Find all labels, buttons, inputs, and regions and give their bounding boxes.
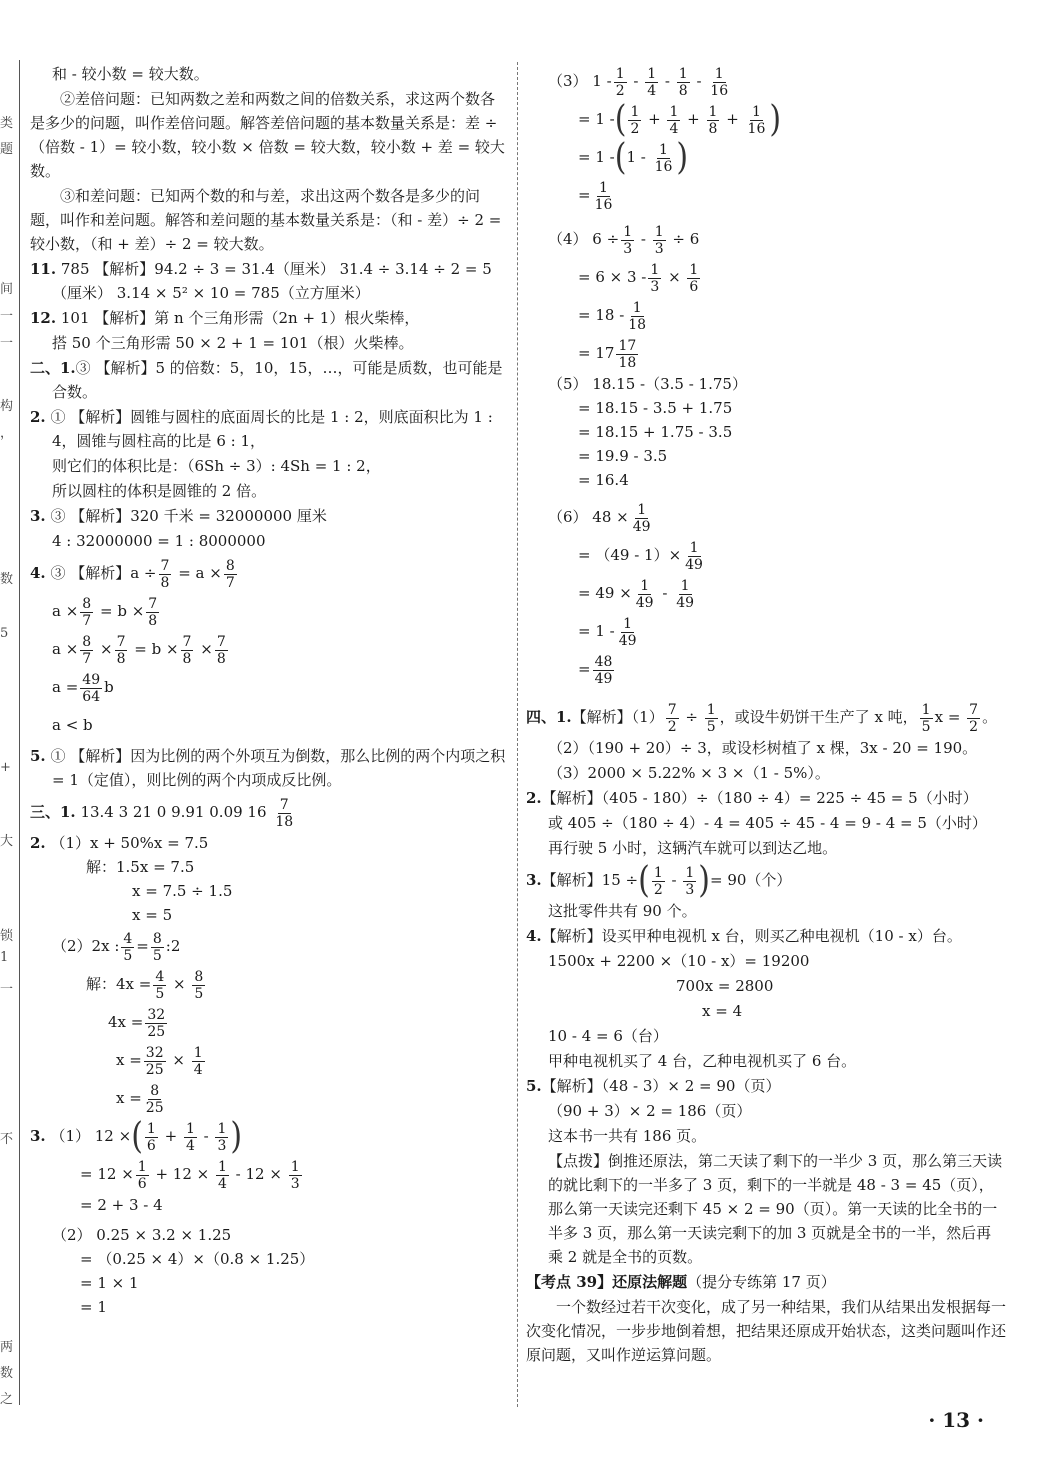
edge-glyph: 题 — [0, 142, 14, 157]
answer-text: 13.4 3 21 0 9.91 0.09 16 — [80, 803, 267, 821]
math-text: = 2 + 3 - 4 — [80, 1196, 163, 1214]
calc-3: （3） 1 - $\frac{1}{2}$ - $\frac{1}{4}$ - $\frac{1}{8}$ - $\frac{1}{16}$ = 1 -( $\frac{1}{2}$ + $\frac{1}{4}$ + $\frac{1}{8}$ + $\frac{1}{16}$ ) = 1 -(1 - $\frac{1}{16}$ ) = $\frac{1}{16}$ — [548, 65, 782, 213]
question-number: 2. — [30, 834, 46, 852]
math-text: = 18.15 - 3.5 + 1.75 — [578, 399, 733, 417]
math-text: = 1 - — [578, 148, 615, 166]
fraction: $\frac{1}{2}$ — [630, 103, 640, 137]
fraction: $\frac{1}{4}$ — [193, 1044, 203, 1078]
question-number: 三、1. — [30, 803, 76, 821]
fraction: $\frac{1}{6}$ — [146, 1120, 156, 1154]
math-text: （1）x + 50%x = 7.5 — [50, 834, 209, 852]
answer-text: ① 【解析】圆锥与圆柱的底面周长的比是 1 : 2，则底面积比为 1 : 4，圆锥与圆柱高的比是 6 : 1， — [50, 408, 493, 450]
fraction: $\frac{1}{49}$ — [635, 577, 654, 611]
math-text: = 18.15 + 1.75 - 3.5 — [578, 423, 733, 441]
question-12 — [30, 306, 508, 330]
section-3-q3: 3. （1） 12 ×( $\frac{1}{6}$ + $\frac{1}{4}$ - $\frac{1}{3}$ ) = 12 × $\frac{1}{6}$ + 12 × $\frac{1}{4}$ - 12 × $\frac{1}{3}$ — [30, 1115, 300, 1192]
math-text: = 49 × — [578, 584, 632, 602]
knowledge-point — [526, 1270, 1006, 1294]
section-2-q1 — [30, 356, 508, 404]
text-line: （2）（190 + 20）÷ 3，或设杉树植了 x 棵，3x - 20 = 190。 — [548, 739, 978, 757]
fraction: $\frac{1}{4}$ — [185, 1120, 195, 1154]
section-4-q5 — [526, 1074, 1006, 1098]
answer-text: 【解析】（405 - 180）÷（180 ÷ 4）= 225 ÷ 45 = 5（小时） — [541, 789, 978, 807]
fraction: $\frac{1}{6}$ — [137, 1158, 147, 1192]
fraction: $\frac{7}{8}$ — [216, 633, 226, 667]
text-line: x = 4 — [702, 1002, 743, 1020]
left-column — [30, 62, 508, 1319]
question-number: 4. — [526, 927, 542, 945]
math-text: a = — [52, 678, 79, 696]
fraction: $\frac{7}{8}$ — [148, 595, 158, 629]
text-line: （3）2000 × 5.22% × 3 ×（1 - 5%）。 — [548, 764, 830, 782]
math-text: :2 — [165, 937, 181, 955]
text-line: 再行驶 5 小时，这辆汽车就可以到达乙地。 — [548, 839, 838, 857]
fraction: $\frac{49}{64}$ — [82, 671, 101, 705]
fraction: $\frac{1}{5}$ — [706, 701, 716, 735]
math-text: x = 5 — [132, 906, 173, 924]
math-text: = 16.4 — [578, 471, 629, 489]
math-text: b — [104, 678, 114, 696]
fraction: $\frac{1}{3}$ — [290, 1158, 300, 1192]
page-number: · 13 · — [928, 1408, 984, 1432]
fraction: $\frac{8}{7}$ — [82, 633, 92, 667]
knowledge-point-ref: （提分专练第 17 页） — [687, 1273, 836, 1291]
math-text: （3） 1 - — [548, 72, 612, 90]
question-number: 3. — [30, 507, 46, 525]
section-3-q1 — [30, 793, 508, 831]
question-number: 12. — [30, 309, 57, 327]
edge-glyph: 1 — [0, 950, 9, 965]
math-text: = — [578, 660, 591, 678]
section-2-q4 — [30, 554, 508, 744]
math-text: = （49 - 1）× — [578, 546, 682, 564]
fraction: $\frac{1}{16}$ — [654, 141, 673, 175]
math-text: a × — [52, 640, 79, 658]
math-text: = 1 - — [578, 110, 615, 128]
fraction: $\frac{32}{25}$ — [145, 1044, 164, 1078]
math-text: = a × — [178, 564, 222, 582]
answer-text: 101 【解析】第 n 个三角形需（2n + 1）根火柴棒， — [60, 309, 420, 327]
edge-glyph: 不 — [0, 1132, 14, 1147]
math-text: × — [99, 640, 113, 658]
text-line: 这本书一共有 186 页。 — [548, 1127, 707, 1145]
fraction: $\frac{7}{2}$ — [969, 701, 979, 735]
calc-6: （6） 48 × $\frac{1}{49}$ = （49 - 1）× $\frac{1}{49}$ = 49 × $\frac{1}{49}$ - $\frac{1}{49}$ = 1 - $\frac{1}{49}$ = $\frac{48}{49}$ — [548, 501, 703, 687]
edge-glyph: 一 — [0, 982, 14, 997]
answer-text: 【解析】设买甲种电视机 x 台，则买乙种电视机（10 - x）台。 — [541, 927, 962, 945]
question-number: 二、1. — [30, 359, 76, 377]
answer-text: 【解析】（48 - 3）× 2 = 90（页） — [541, 1077, 781, 1095]
math-text: a × — [52, 602, 79, 620]
answer-text: ① 【解析】因为比例的两个外项互为倒数，那么比例的两个内项之积 = 1（定值），则比例的两个内项成反比例。 — [50, 747, 506, 789]
question-number: 11. — [30, 260, 57, 278]
math-text: x = — [116, 1051, 142, 1069]
section-4-q2 — [526, 786, 1006, 810]
text-paragraph: ③和差问题：已知两个数的和与差，求出这两个数各是多少的问题，叫作和差问题。解答和差问题的基本数量关系是：（和 - 差）÷ 2 = 较小数，（和 + 差）÷ 2 = 较大数。 — [30, 187, 502, 253]
fraction: $\frac{1}{49}$ — [632, 501, 651, 535]
fraction: $\frac{48}{49}$ — [594, 653, 613, 687]
text-line: 和 - 较小数 = 较大数。 — [52, 65, 209, 83]
question-number: 2. — [30, 408, 46, 426]
edge-glyph: 两 — [0, 1340, 14, 1355]
edge-glyph: 一 — [0, 309, 14, 324]
fraction: $\frac{1}{3}$ — [654, 223, 664, 257]
knowledge-point-title: 【考点 39】还原法解题 — [526, 1273, 688, 1291]
fraction: $\frac{1}{8}$ — [708, 103, 718, 137]
section-2-q3 — [30, 504, 508, 528]
right-column — [526, 62, 1006, 1368]
text-line: 所以圆柱的体积是圆锥的 2 倍。 — [52, 482, 267, 500]
text-line: 搭 50 个三角形需 50 × 2 + 1 = 101（根）火柴棒。 — [52, 334, 414, 352]
text-line: 或 405 ÷（180 ÷ 4）- 4 = 405 ÷ 45 - 4 = 9 - 4 = 5（小时） — [548, 814, 987, 832]
math-text: = 12 × — [80, 1165, 134, 1183]
edge-glyph: 构 — [0, 399, 14, 414]
question-number: 3. — [526, 871, 542, 889]
fraction: $\frac{1}{2}$ — [653, 864, 663, 898]
knowledge-point-body: 一个数经过若干次变化，成了另一种结果，我们从结果出发根据每一次变化情况，一步步地倒着想，把结果还原成开始状态，这类问题叫作还原问题，又叫作逆运算问题。 — [526, 1298, 1007, 1364]
fraction: $\frac{1}{2}$ — [615, 65, 625, 99]
fraction: $\frac{1}{4}$ — [217, 1158, 227, 1192]
fraction: $\frac{17}{18}$ — [618, 337, 637, 371]
fraction: $\frac{1}{3}$ — [217, 1120, 227, 1154]
edge-glyph: 类 — [0, 116, 14, 131]
math-text: = — [578, 186, 591, 204]
answer-text: = 90（个） — [710, 871, 792, 889]
fraction: $\frac{8}{25}$ — [145, 1082, 164, 1116]
fraction: $\frac{1}{16}$ — [747, 103, 766, 137]
section-3-q2-part2: （2）2x : $\frac{4}{5}$ = $\frac{8}{5}$ :2 解：4x = $\frac{4}{5}$ × $\frac{8}{5}$ 4x = $\frac{32}{25}$ x = $\frac{32}{25}$ × $\frac{1}{4}$ x = $\frac{8}{25}$ — [52, 930, 204, 1116]
fraction: $\frac{1}{3}$ — [685, 864, 695, 898]
section-3-q2 — [30, 831, 508, 927]
edge-glyph: 间 — [0, 282, 14, 297]
math-text: = （0.25 × 4）×（0.8 × 1.25） — [80, 1250, 315, 1268]
edge-glyph: 一 — [0, 336, 14, 351]
text-line: 甲种电视机买了 4 台，乙种电视机买了 6 台。 — [548, 1052, 857, 1070]
edge-glyph: ， — [0, 426, 14, 441]
math-text: 解：1.5x = 7.5 — [86, 858, 195, 876]
math-text: ③ 【解析】a ÷ — [50, 564, 157, 582]
section-3-q3-cont — [30, 1193, 508, 1319]
math-text: = b × — [99, 602, 145, 620]
fraction: $\frac{7}{8}$ — [160, 557, 170, 591]
fraction: $\frac{8}{7}$ — [225, 557, 235, 591]
section-4-q1: 四、1.【解析】（1） $\frac{7}{2}$ ÷ $\frac{1}{5}$ ，或设牛奶饼干生产了 x 吨， $\frac{1}{5}$ x = $\frac{7}{2}$ 。 — [526, 701, 998, 735]
math-text: = 18 - — [578, 306, 625, 324]
math-text: = 1 × 1 — [80, 1274, 139, 1292]
tip-paragraph: 【点拨】倒推还原法，第二天读了剩下的一半少 3 页，那么第三天读的就比剩下的一半多了 3 页，剩下的一半就是 48 - 3 = 45（页），那么第一天读完还剩下 45 × 2 = 90（页）。第一天读的比全书的一半多 3 页，那么第一天读完剩下的加 3 页就是全书的一半，然后再乘 2 就是全书的页数。 — [548, 1152, 1003, 1266]
math-text: a < b — [52, 716, 93, 734]
fraction: $\frac{1}{3}$ — [623, 223, 633, 257]
fraction: $\frac{7}{18}$ — [275, 796, 294, 830]
fraction: $\frac{8}{7}$ — [82, 595, 92, 629]
fraction: $\frac{7}{8}$ — [116, 633, 126, 667]
fraction: $\frac{4}{5}$ — [123, 930, 133, 964]
math-text: x = — [116, 1089, 142, 1107]
calc-4: （4） 6 ÷ $\frac{1}{3}$ - $\frac{1}{3}$ ÷ 6 = 6 × 3 - $\frac{1}{3}$ × $\frac{1}{6}$ = 18 - $\frac{1}{18}$ = 17 $\frac{17}{18}$ — [548, 223, 700, 371]
fraction: $\frac{1}{8}$ — [678, 65, 688, 99]
text-line: 4 : 32000000 = 1 : 8000000 — [52, 532, 266, 550]
edge-glyph: + — [0, 760, 11, 775]
text-paragraph: ②差倍问题：已知两数之差和两数之间的倍数关系，求这两个数各是多少的问题，叫作差倍问题。解答差倍问题的基本数量关系是：差 ÷（倍数 - 1）= 较小数，较小数 × 倍数 = 较大数，较小数 + 差 = 较大数。 — [30, 90, 505, 180]
math-text: （2） 0.25 × 3.2 × 1.25 — [52, 1226, 232, 1244]
answer-text: 【解析】（1） — [571, 708, 664, 726]
text-line: 700x = 2800 — [676, 977, 774, 995]
text-line: 这批零件共有 90 个。 — [548, 902, 697, 920]
math-text: = 19.9 - 3.5 — [578, 447, 668, 465]
edge-glyph: 锁 — [0, 929, 14, 944]
math-text: （1） 12 × — [50, 1127, 132, 1145]
math-text: （4） 6 ÷ — [548, 230, 620, 248]
fraction: $\frac{1}{49}$ — [685, 539, 703, 573]
calc-5 — [526, 372, 1006, 492]
question-number: 3. — [30, 1127, 46, 1145]
fraction: $\frac{1}{49}$ — [676, 577, 695, 611]
question-number: 4. — [30, 564, 46, 582]
fraction: $\frac{1}{49}$ — [618, 615, 637, 649]
math-text: = 17 — [578, 344, 615, 362]
answer-text: 【解析】15 ÷ — [541, 871, 639, 889]
math-text: （2）2x : — [52, 937, 120, 955]
math-text: = 6 × 3 - — [578, 268, 647, 286]
answer-text: ③ 【解析】5 的倍数：5，10，15，…，可能是质数，也可能是合数。 — [52, 359, 503, 401]
text-line: 则它们的体积比是：（6Sh ÷ 3）: 4Sh = 1 : 2， — [52, 457, 381, 475]
column-divider — [517, 62, 518, 1407]
question-11 — [30, 257, 508, 305]
fraction: $\frac{8}{5}$ — [194, 968, 204, 1002]
fraction: $\frac{4}{5}$ — [155, 968, 165, 1002]
fraction: $\frac{7}{2}$ — [667, 701, 677, 735]
math-text: = 1 - — [578, 622, 615, 640]
math-text: （5） 18.15 -（3.5 - 1.75） — [548, 375, 747, 393]
math-text: （6） 48 × — [548, 508, 629, 526]
fraction: $\frac{1}{5}$ — [921, 701, 931, 735]
fraction: $\frac{1}{4}$ — [647, 65, 657, 99]
math-text: = 1 — [80, 1298, 107, 1316]
edge-glyph: 大 — [0, 834, 14, 849]
text-line: 1500x + 2200 ×（10 - x）= 19200 — [548, 952, 810, 970]
text-line: 10 - 4 = 6（台） — [548, 1027, 668, 1045]
fraction: $\frac{1}{6}$ — [689, 261, 699, 295]
fraction: $\frac{1}{4}$ — [669, 103, 679, 137]
math-text: = b × — [134, 640, 179, 658]
answer-text: ，或设牛奶饼干生产了 x 吨， — [719, 708, 918, 726]
fraction: $\frac{32}{25}$ — [147, 1006, 166, 1040]
answer-text: ③ 【解析】320 千米 = 32000000 厘米 — [50, 507, 327, 525]
answer-text: 785 【解析】94.2 ÷ 3 = 31.4（厘米） 31.4 ÷ 3.14 ÷ 2 = 5（厘米） 3.14 × 5² × 10 = 785（立方厘米） — [52, 260, 492, 302]
question-number: 5. — [30, 747, 46, 765]
math-text: 4x = — [108, 1013, 144, 1031]
fraction: $\frac{7}{8}$ — [182, 633, 192, 667]
fraction: $\frac{1}{3}$ — [650, 261, 660, 295]
question-number: 2. — [526, 789, 542, 807]
fraction: $\frac{1}{16}$ — [710, 65, 729, 99]
edge-glyph: 之 — [0, 1392, 14, 1407]
fraction: $\frac{1}{16}$ — [594, 179, 613, 213]
edge-glyph: 数 — [0, 572, 14, 587]
math-text: × — [200, 640, 213, 658]
section-4-q3: 3.【解析】15 ÷( $\frac{1}{2}$ - $\frac{1}{3}$ )= 90（个） — [526, 859, 792, 902]
question-number: 5. — [526, 1077, 542, 1095]
left-edge-rule — [19, 60, 20, 1405]
fraction: $\frac{1}{18}$ — [628, 299, 647, 333]
question-number: 四、1. — [526, 708, 572, 726]
edge-glyph: 数 — [0, 1366, 14, 1381]
fraction: $\frac{8}{5}$ — [152, 930, 162, 964]
section-2-q5 — [30, 744, 508, 792]
section-4-q4 — [526, 924, 1006, 948]
math-text: 解：4x = — [86, 975, 152, 993]
text-line: （90 + 3）× 2 = 186（页） — [548, 1102, 752, 1120]
section-2-q2 — [30, 405, 508, 453]
edge-glyph: 5 — [0, 626, 9, 641]
math-text: x = 7.5 ÷ 1.5 — [132, 882, 233, 900]
